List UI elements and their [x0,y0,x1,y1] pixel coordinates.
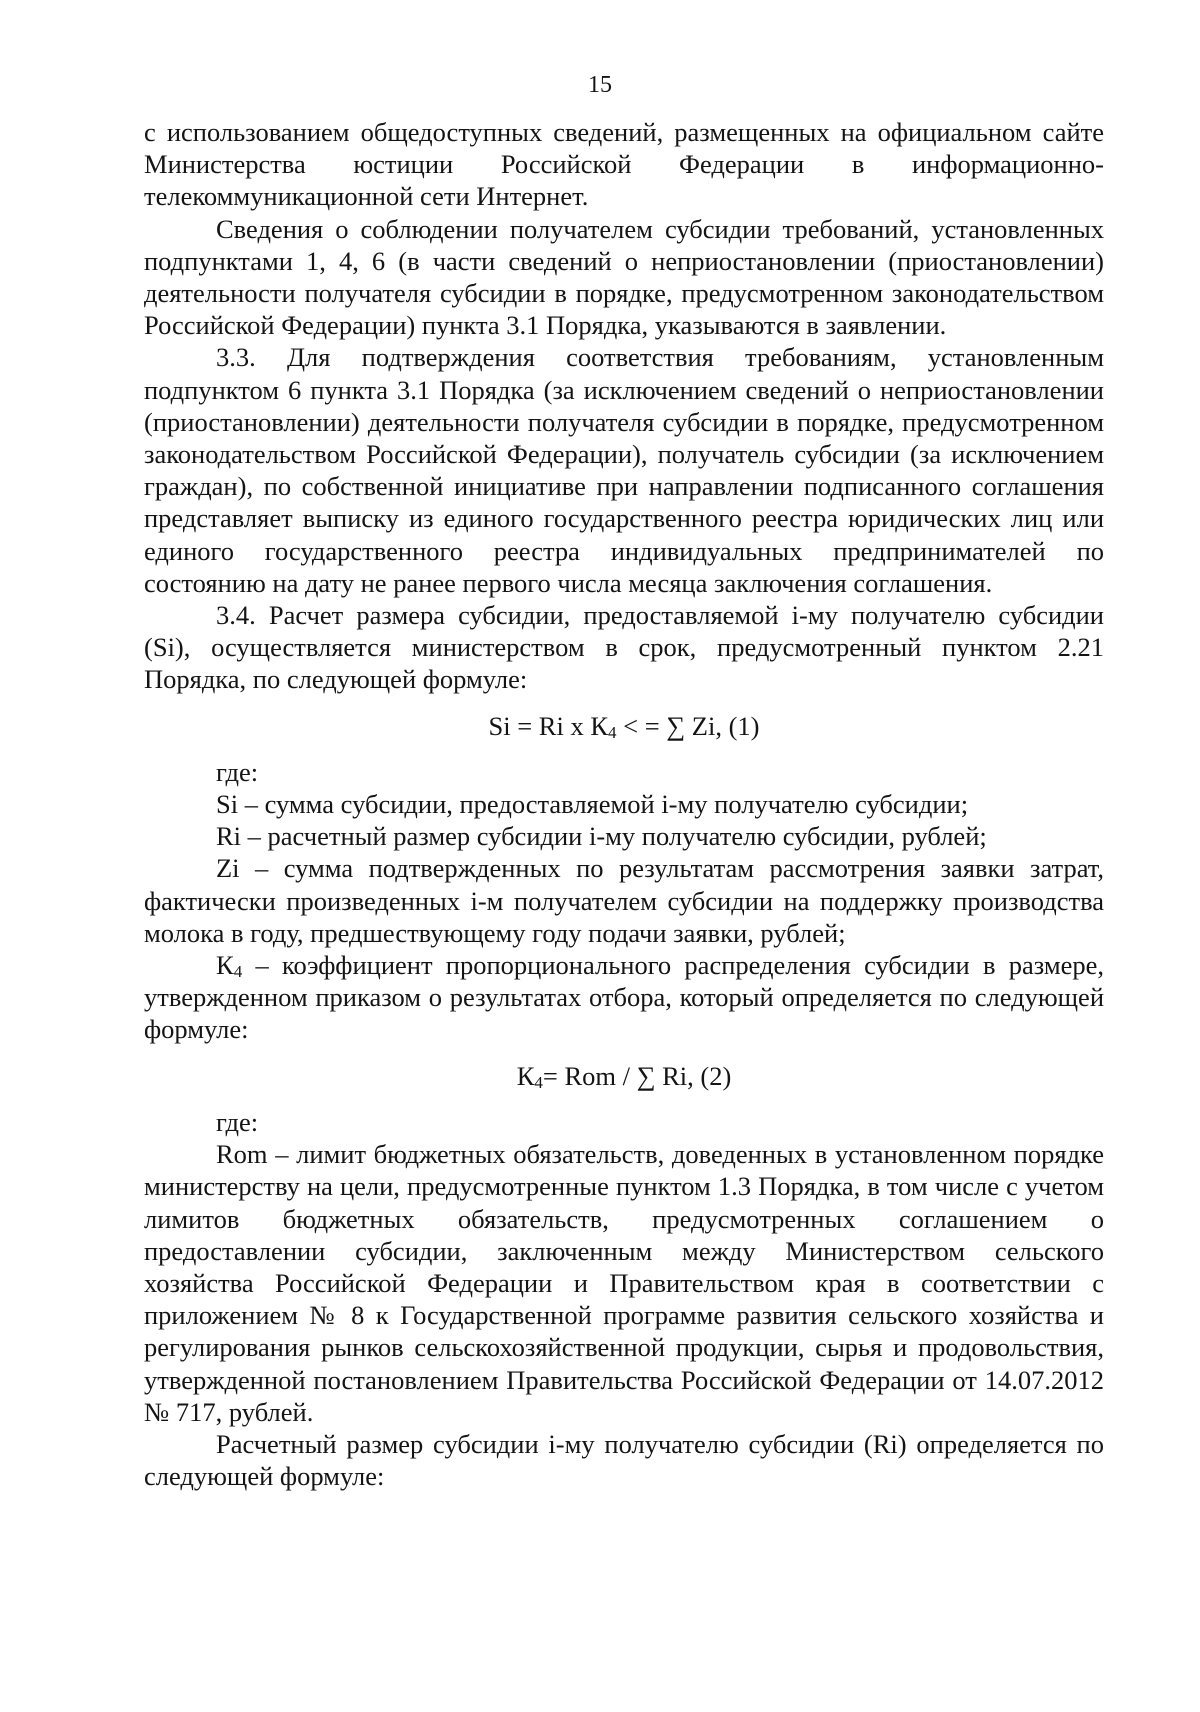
paragraph-3-3: 3.3. Для подтверждения соответствия требованиям, установленным подпунктом 6 пункта 3.1 Порядка (за исключением сведений о неприостановлении (приостановлении) деятельности получателя субсидии в порядке, предусмотренном законодательством Российской Федерации), получатель субсидии (за исключением граждан), по собственной инициативе при направлении подписанного соглашения представляет выписку из единого государственного реестра юридических лиц или единого государственного реестра индивидуальных предпринимателей по состоянию на дату не ранее первого числа месяца заключения соглашения. [144,342,1104,598]
page-number: 15 [588,72,612,98]
definition-k4-subscript: 4 [233,962,243,982]
formula-2-right: = Rom / ∑ Ri, (2) [542,1060,732,1091]
definition-rom: Rom – лимит бюджетных обязательств, доведенных в установленном порядке министерству на цели, предусмотренные пунктом 1.3 Порядка, в том числе с учетом лимитов бюджетных обязательств, предусмотренных соглашением о предоставлении субсидии, заключенным между Министерством сельского хозяйства Российской Федерации и Правительством края в соответствии с приложением № 8 к Государственной программе развития сельского хозяйства и регулирования рынков сельскохозяйственной продукции, сырья и продовольствия, утвержденной постановлением Правительства Российской Федерации от 14.07.2012 № 717, рублей. [144,1139,1104,1427]
where-label-2: где: [216,1106,259,1137]
definition-k4 [144,949,1104,1046]
paragraph-requirements-info: Сведения о соблюдении получателем субсидии требований, установленных подпунктами 1, 4, 6 (в части сведений о неприостановлении (приостановлении) деятельности получателя субсидии в порядке, предусмотренном законодательством Российской Федерации) пункта 3.1 Порядка, указываются в заявлении. [144,213,1104,341]
definition-zi: Zi – сумма подтвержденных по результатам рассмотрения заявки затрат, фактически произведенных i-м получателем субсидии на поддержку производства молока в году, предшествующему году подачи заявки, рублей; [144,853,1104,948]
document-body [144,116,1104,1492]
formula-2 [144,1060,1104,1092]
paragraph-3-4: 3.4. Расчет размера субсидии, предоставляемой i-му получателю субсидии (Si), осуществляется министерством в срок, предусмотренный пунктом 2.21 Порядка, по следующей формуле: [144,600,1104,695]
paragraph-ri-calculation: Расчетный размер субсидии i-му получателю субсидии (Ri) определяется по следующей формуле: [144,1428,1104,1492]
formula-1 [144,710,1104,742]
definition-ri: Ri – расчетный размер субсидии i-му получателю субсидии, рублей; [216,821,987,852]
formula-1-left: Si = Ri x К [488,710,609,741]
definition-k4-symbol: К [216,950,234,981]
definition-si: Si – сумма субсидии, предоставляемой i-му получателю субсидии; [216,789,969,820]
formula-2-left: К [516,1060,535,1091]
formula-1-subscript: 4 [608,722,617,742]
definition-k4-text: – коэффициент пропорционального распределения субсидии в размере, утвержденном приказом о результатах отбора, который определяется по следующей формуле: [144,950,1104,1045]
formula-2-subscript: 4 [534,1072,543,1092]
formula-1-right: < = ∑ Zi, (1) [616,710,760,741]
paragraph-continuation: с использованием общедоступных сведений, размещенных на официальном сайте Министерства юстиции Российской Федерации в информационно-телекоммуникационной сети Интернет. [144,117,1104,212]
where-label-1: где: [216,756,259,787]
